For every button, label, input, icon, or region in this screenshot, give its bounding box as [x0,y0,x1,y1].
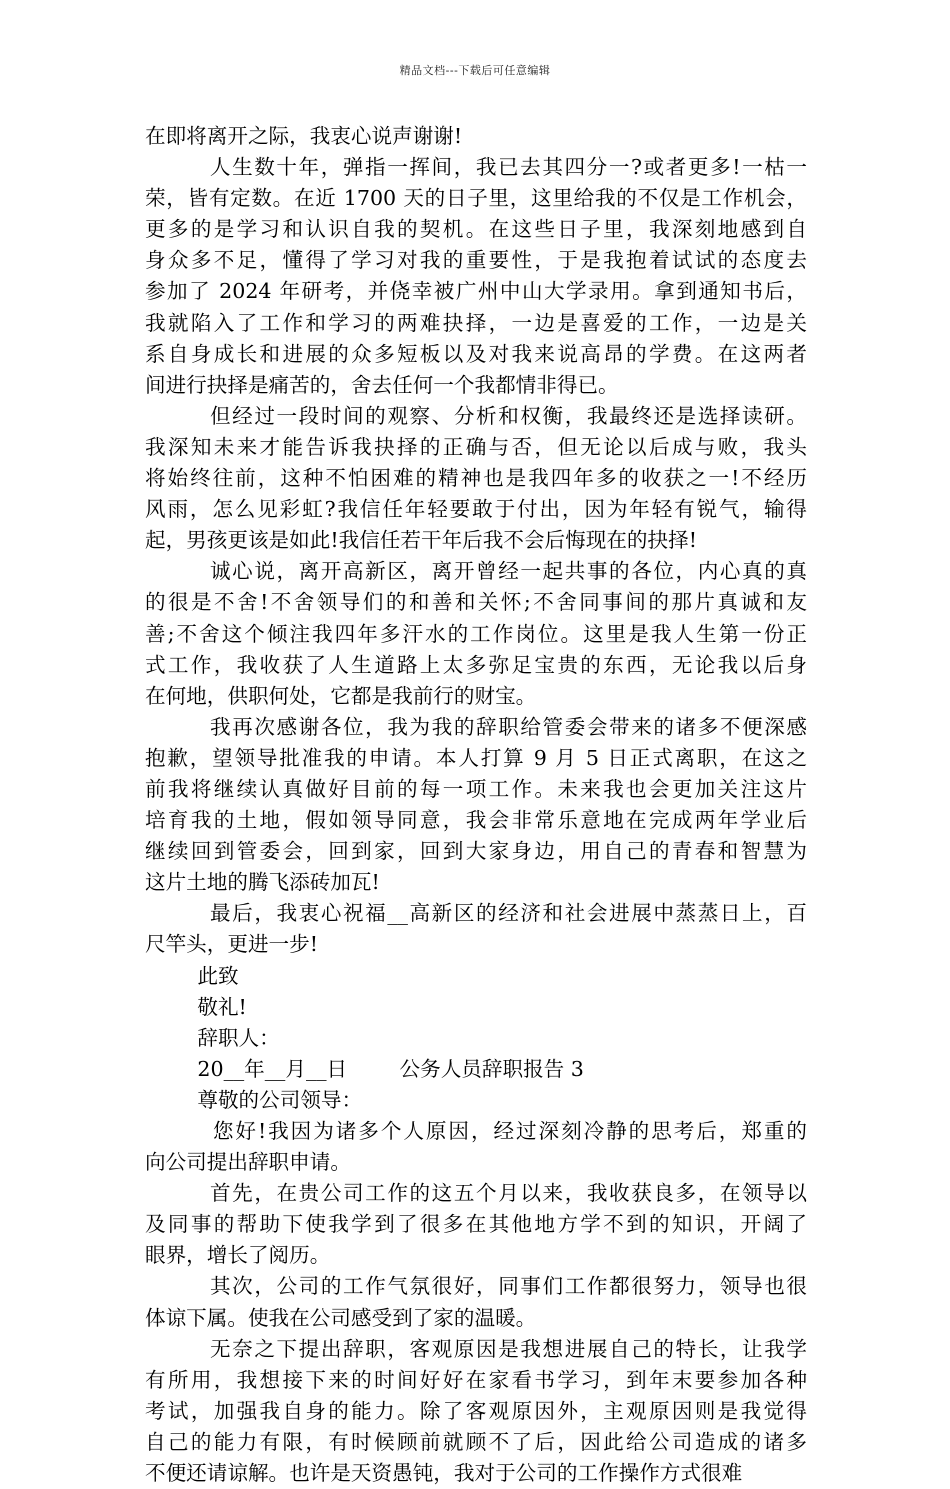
text-line: 此致 [145,963,239,988]
text-line: 眼界，增长了阅历。 [145,1243,331,1268]
text-line: 将始终往前，这种不怕困难的精神也是我四年多的收获之一!不经历 [145,466,807,491]
text-line: 在何地，供职何处，它都是我前行的财宝。 [145,683,537,708]
text-line: 诚心说，离开高新区，离开曾经一起共事的各位，内心真的真 [145,559,807,584]
text-line: 我深知未来才能告诉我抉择的正确与否，但无论以后成与败，我头 [145,434,807,459]
text-line: 其次，公司的工作气氛很好，同事们工作都很努力，领导也很 [145,1274,807,1299]
text-line: 风雨，怎么见彩虹?我信任年轻要敢于付出，因为年轻有锐气，输得 [145,497,807,522]
text-line: 善;不舍这个倾注我四年多汗水的工作岗位。这里是我人生第一份正 [145,621,807,646]
text-line: 但经过一段时间的观察、分析和权衡，我最终还是选择读研。 [145,403,807,428]
text-line: 荣，皆有定数。在近 1700 天的日子里，这里给我的不仅是工作机会， [145,186,807,211]
text-line: 间进行抉择是痛苦的，舍去任何一个我都情非得已。 [145,372,619,397]
text-line: 向公司提出辞职申请。 [145,1150,351,1175]
text-line: 在即将离开之际，我衷心说声谢谢! [145,124,463,148]
text-line: 人生数十年，弹指一挥间，我已去其四分一?或者更多!一枯一 [145,155,807,180]
text-line: 20__年__月__日 公务人员辞职报告 3 [145,1056,584,1081]
text-line: 体谅下属。使我在公司感受到了家的温暖。 [145,1305,537,1330]
text-line: 自己的能力有限，有时候顾前就顾不了后，因此给公司造成的诸多 [145,1429,807,1454]
page-header: 精品文档---下载后可任意编辑 [399,64,551,77]
text-line: 式工作，我收获了人生道路上太多弥足宝贵的东西，无论我以后身 [145,652,807,677]
text-line: 辞职人： [145,1025,280,1050]
text-line: 的很是不舍!不舍领导们的和善和关怀;不舍同事间的那片真诚和友 [145,590,807,615]
text-line: 更多的是学习和认识自我的契机。在这些日子里，我深刻地感到自 [145,217,807,242]
text-line: 参加了 2024 年研考，并侥幸被广州中山大学录用。拿到通知书后， [145,279,807,304]
text-line: 首先，在贵公司工作的这五个月以来，我收获良多，在领导以 [145,1181,807,1206]
text-line: 前我将继续认真做好目前的每一项工作。未来我也会更加关注这片 [145,776,807,801]
text-line: 有所用，我想接下来的时间好好在家看书学习，到年末要参加各种 [145,1367,807,1392]
text-line: 抱歉，望领导批准我的申请。本人打算 9 月 5 日正式离职，在这之 [145,745,807,770]
text-line: 我就陷入了工作和学习的两难抉择，一边是喜爱的工作，一边是关 [145,310,807,335]
text-line: 尺竿头，更进一步! [145,932,319,957]
text-line: 考试，加强我自身的能力。除了客观原因外，主观原因则是我觉得 [145,1398,807,1423]
text-line: 培育我的土地，假如领导同意，我会非常乐意地在完成两年学业后 [145,808,807,833]
text-line: 不便还请谅解。也许是天资愚钝，我对于公司的工作操作方式很难 [145,1461,743,1486]
document-body [145,121,807,1489]
text-line: 我再次感谢各位，我为我的辞职给管委会带来的诸多不便深感 [145,714,807,739]
text-line: 继续回到管委会，回到家，回到大家身边，用自己的青春和智慧为 [145,839,807,864]
text-line: 敬礼! [145,994,247,1019]
text-line: 系自身成长和进展的众多短板以及对我来说高昂的学费。在这两者 [145,341,807,366]
text-line: 您好!我因为诸多个人原因，经过深刻冷静的思考后，郑重的 [145,1119,807,1143]
text-line: 起，男孩更该是如此!我信任若干年后我不会后悔现在的抉择! [145,528,697,553]
text-line: 尊敬的公司领导： [145,1087,363,1112]
text-line: 这片土地的腾飞添砖加瓦! [145,870,380,895]
text-line: 最后，我衷心祝福__高新区的经济和社会进展中蒸蒸日上，百 [145,901,807,926]
text-line: 无奈之下提出辞职，客观原因是我想进展自己的特长，让我学 [145,1336,807,1361]
text-line: 身众多不足，懂得了学习对我的重要性，于是我抱着试试的态度去 [145,248,807,273]
text-line: 及同事的帮助下使我学到了很多在其他地方学不到的知识，开阔了 [145,1212,807,1237]
